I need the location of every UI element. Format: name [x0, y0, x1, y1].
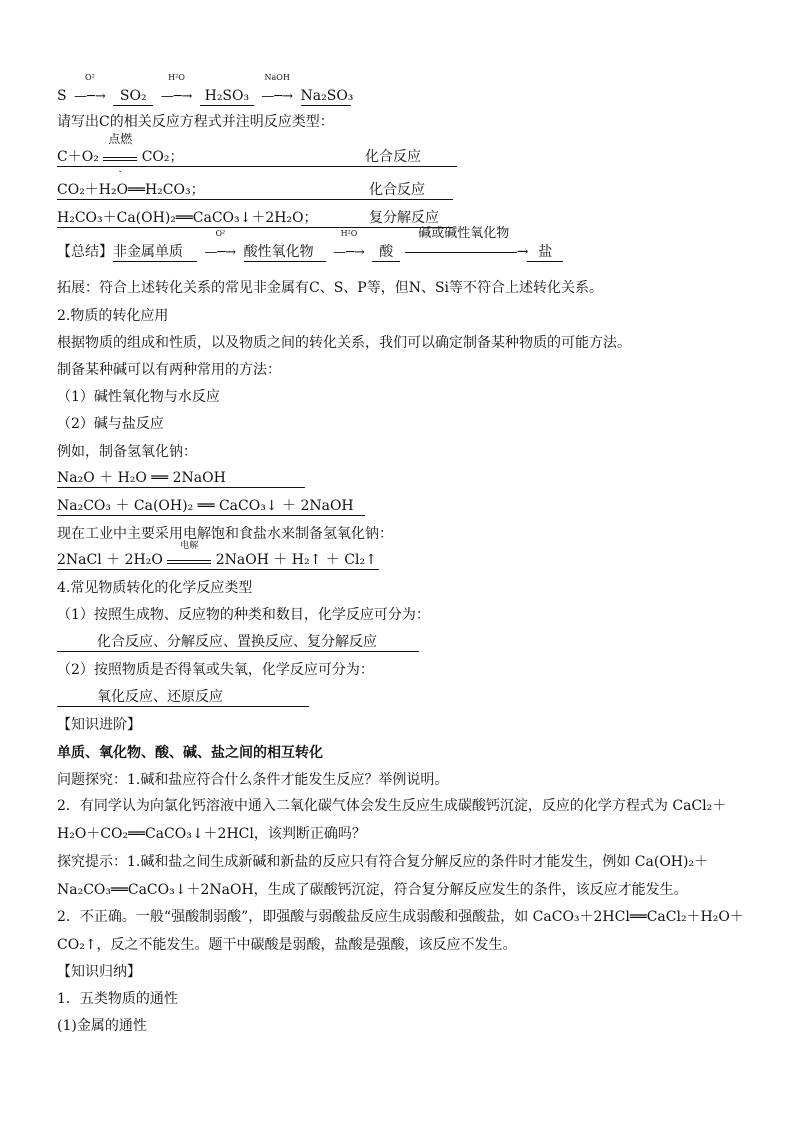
- method-1: （1）碱性氧化物与水反应: [57, 389, 220, 405]
- section-2-title: 2.物质的转化应用: [57, 308, 169, 324]
- question-1: 问题探究：1.碱和盐应符合什么条件才能发生反应？举例说明。: [57, 772, 449, 788]
- summary-acid-oxide: 酸性氧化物: [244, 243, 326, 262]
- chain-sulfur: S: [57, 88, 67, 104]
- section-4-title: 4.常见物质转化的化学反应类型: [57, 580, 253, 596]
- extension-note: 拓展：符合上述转化关系的常见非金属有C、S、P等，但N、Si等不符合上述转化关系。: [57, 280, 604, 296]
- advanced-title: 单质、氧化物、酸、碱、盐之间的相互转化: [57, 745, 323, 761]
- question-2: 2．有同学认为向氯化钙溶液中通入二氧化碳气体会发生反应生成碳酸钙沉淀，反应的化学方程式为 CaCl₂＋H₂O＋CO₂══CaCO₃↓＋2HCl，该判断正确吗？: [57, 798, 727, 842]
- industry-note: 现在工业中主要采用电解饱和食盐水来制备氢氧化钠：: [57, 526, 393, 542]
- hint-1: 探究提示：1.碱和盐之间生成新碱和新盐的反应只有符合复分解反应的条件时才能发生，例如 Ca(OH)₂＋Na₂CO₃══CaCO₃↓＋2NaOH，生成了碳酸钙沉淀，符合复分解反应发生的条件，该反应才能发生。: [57, 854, 709, 898]
- section-4-a1: 化合反应、分解反应、置换反应、复分解反应: [57, 632, 419, 652]
- summary-tag: 【总结】: [57, 244, 113, 260]
- chain-h2so3: H₂SO₃: [200, 87, 254, 106]
- eq-na2o: Na₂O ＋ H₂O ══ 2NaOH: [57, 468, 305, 488]
- section-4-q2: （2）按照物质是否得氧或失氧，化学反应可分为：: [57, 662, 374, 678]
- hint-2: 2．不正确。一般“强酸制弱酸”，即强酸与弱酸盐反应生成弱酸和强酸盐，如 CaCO₃＋2HCl══CaCl₂＋H₂O＋CO₂↑，反之不能发生。题干中碳酸是弱酸，盐酸是强酸，该反应不发生。: [57, 909, 744, 953]
- condition-ignite: 点燃 -: [103, 148, 137, 161]
- section-4-a2: 氧化反应、还原反应: [57, 687, 309, 707]
- eq-na2co3: Na₂CO₃ ＋ Ca(OH)₂ ══ CaCO₃↓ ＋ 2NaOH: [57, 496, 365, 516]
- arrow-naoh: NaOH —─→: [261, 73, 294, 104]
- condition-electrolysis: 电解: [167, 551, 211, 564]
- summary-long-arrow: 碱或碱性氧化物 →: [405, 242, 523, 262]
- example-intro: 例如，制备氢氧化钠：: [57, 444, 197, 460]
- summary-tag-2: 【知识归纳】: [57, 964, 141, 980]
- reaction-2: CO₂＋H₂O══H₂CO₃； 化合反应: [57, 180, 453, 200]
- chain-na2so3: Na₂SO₃: [300, 88, 354, 104]
- reaction-3-type: 复分解反应: [369, 210, 439, 226]
- arrow-h2o: H²O —─→: [160, 73, 193, 104]
- section-2-para-2: 制备某种碱可以有两种常用的方法：: [57, 362, 281, 378]
- summary-item-1: 1．五类物质的通性: [57, 991, 178, 1007]
- chain-so2: SO₂: [113, 87, 153, 106]
- eq-electrolysis: 2NaCl ＋ 2H₂O 电解 2NaOH ＋ H₂↑ ＋ Cl₂↑: [57, 550, 379, 570]
- method-2: （2）碱与盐反应: [57, 416, 164, 432]
- summary-salt: 盐: [527, 243, 563, 262]
- section-2-para-1: 根据物质的组成和性质，以及物质之间的转化关系，我们可以确定制备某种物质的可能方法。: [57, 335, 631, 351]
- section-4-q1: （1）按照生成物、反应物的种类和数目，化学反应可分为：: [57, 607, 430, 623]
- summary-arrow-o2: O² —─→: [204, 229, 237, 260]
- summary-chain: [57, 226, 563, 263]
- advanced-tag: 【知识进阶】: [57, 717, 141, 733]
- summary-acid: 酸: [372, 243, 400, 262]
- summary-arrow-h2o: H²O —─→: [333, 229, 365, 260]
- summary-item-1-1: (1)金属的通性: [57, 1018, 147, 1034]
- reaction-1: C＋O₂ 点燃 - CO₂； 化合反应: [57, 147, 457, 167]
- reaction-3: H₂CO₃＋Ca(OH)₂══CaCO₃↓＋2H₂O； 复分解反应: [57, 208, 453, 228]
- reaction-1-type: 化合反应: [365, 149, 421, 165]
- reaction-2-type: 化合反应: [369, 182, 425, 198]
- arrow-o2: O² —─→: [74, 73, 106, 104]
- prompt-c: 请写出C的相关反应方程式并注明反应类型：: [57, 114, 334, 130]
- summary-nonmetal: 非金属单质: [113, 243, 197, 262]
- sulfur-chain: [57, 73, 354, 107]
